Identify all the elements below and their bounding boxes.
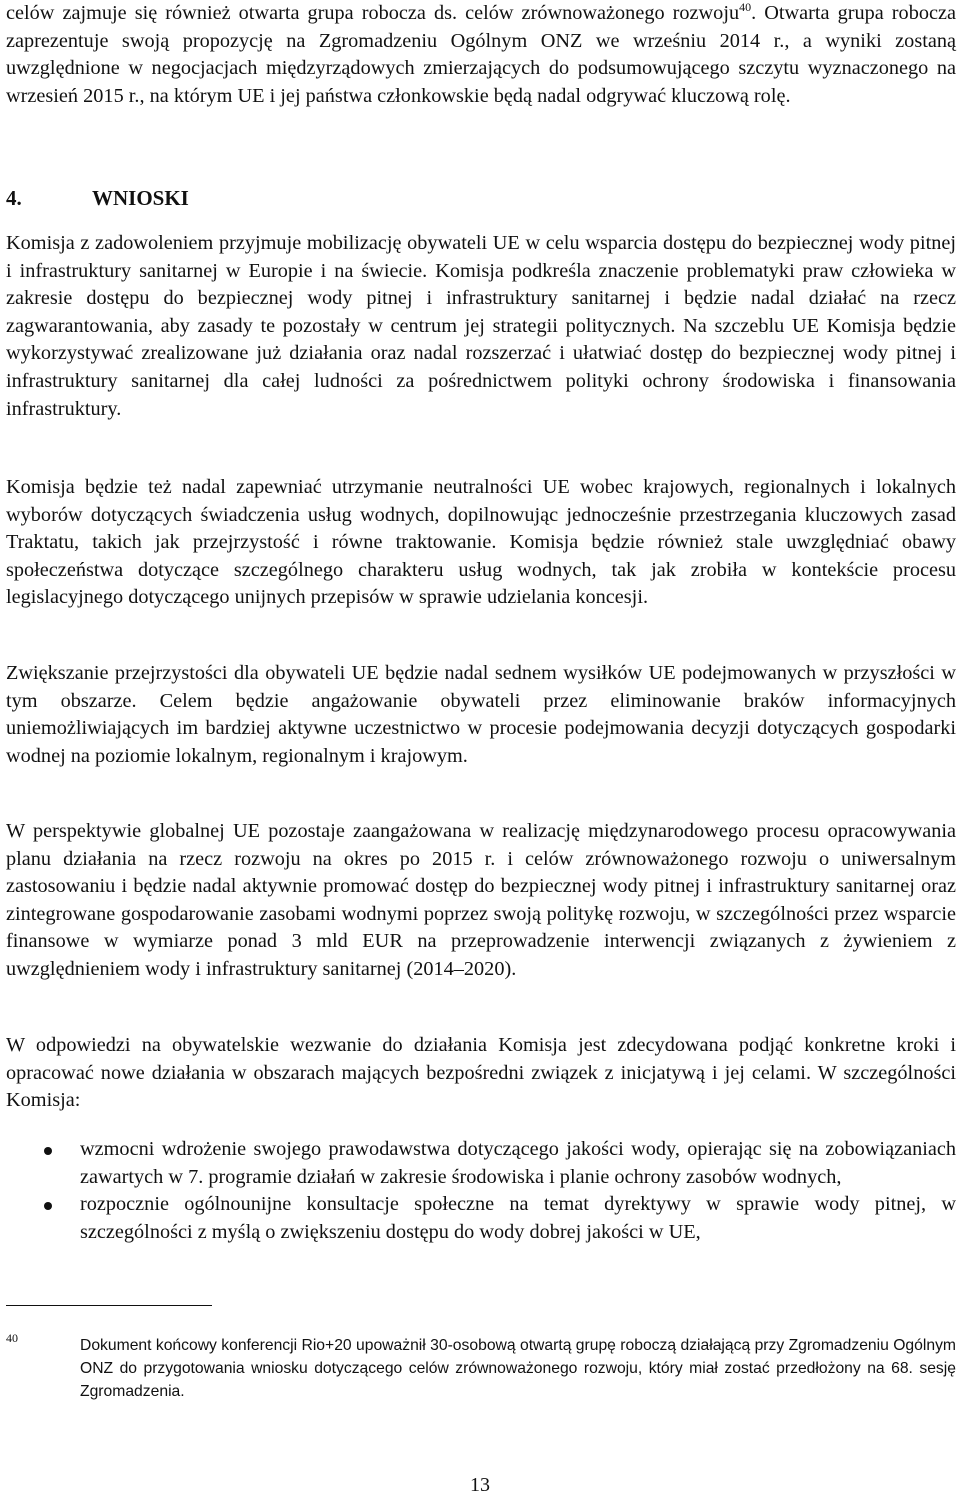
paragraph-1: Komisja z zadowoleniem przyjmuje mobilizację obywateli UE w celu wsparcia dostępu do bezpiecznej wody pitnej i infrastruktury sanitarnej w Europie i na świecie. Komisja podkreśla znaczenie problematyki praw człowieka w zakresie dostępu do bezpiecznej wody pitnej i infrastruktury sanitarnej i będzie nadal działać na rzecz zagwarantowania, aby zasady te pozostały w centrum jej strategii politycznych. Na szczeblu UE Komisja będzie wykorzystywać zrealizowane już działania oraz nadal rozszerzać i ułatwiać dostęp do bezpiecznej wody pitnej i infrastruktury sanitarnej dla całej ludności za pośrednictwem polityki ochrony środowiska i finansowania infrastruktury.	[6, 232, 956, 420]
paragraph-2: Komisja będzie też nadal zapewniać utrzymanie neutralności UE wobec krajowych, regionalnych i lokalnych wyborów dotyczących świadczenia usług wodnych, dopilnowując jednocześnie przestrzegania kluczowych zasad Traktatu, takich jak przejrzystość i równe traktowanie. Komisja będzie również stale uwzględniać obawy społeczeństwa dotyczące szczególnego charakteru usług wodnych, tak jak zrobiła w kontekście procesu legislacyjnego dotyczącego unijnych przepisów w sprawie udzielania koncesji.	[6, 476, 956, 609]
paragraph-5: W odpowiedzi na obywatelskie wezwanie do działania Komisja jest zdecydowana podjąć konkretne kroki i opracować nowe działania w obszarach mających bezpośredni związek z inicjatywą i jej celami. W szczególności Komisja:	[6, 1034, 956, 1112]
bullet-icon	[44, 1202, 52, 1210]
list-item	[0, 1136, 956, 1191]
section-number: 4.	[6, 186, 22, 210]
section-heading	[6, 186, 189, 211]
footnote-reference: 40	[739, 0, 752, 15]
intro-text-a: celów zajmuje się również otwarta grupa robocza ds. celów zrównoważonego rozwoju	[6, 2, 740, 24]
intro-paragraph	[6, 0, 956, 110]
section-title: WNIOSKI	[92, 186, 189, 210]
list-item	[0, 1191, 956, 1246]
bullet-list	[0, 1136, 960, 1246]
bullet-icon	[44, 1147, 52, 1155]
footnote-divider	[6, 1305, 212, 1306]
paragraph-3: Zwiększanie przejrzystości dla obywateli UE będzie nadal sednem wysiłków UE podejmowanych w przyszłości w tym obszarze. Celem będzie angażowanie obywateli przez eliminowanie braków informacyjnych uniemożliwiających im bardziej aktywne uczestnictwo w procesie podejmowania decyzji dotyczących gospodarki wodnej na poziomie lokalnym, regionalnym i krajowym.	[6, 662, 956, 767]
paragraph-4: W perspektywie globalnej UE pozostaje zaangażowana w realizację międzynarodowego procesu opracowywania planu działania na rzecz rozwoju na okres po 2015 r. i celów zrównoważonego rozwoju o uniwersalnym zastosowaniu i będzie nadal aktywnie promować dostęp do bezpiecznej wody pitnej i infrastruktury sanitarnej oraz zintegrowane gospodarowanie zasobami wodnymi poprzez swoją politykę rozwoju, w szczególności przez wsparcie finansowe w wymiarze ponad 3 mld EUR na przeprowadzenie interwencji związanych z żywieniem z uwzględnieniem wody i infrastruktury sanitarnej (2014–2020).	[6, 820, 956, 980]
footnote-number: 40	[6, 1331, 18, 1345]
intro-text-b: . Otwarta grupa robocza zaprezentuje swoją propozycję na Zgromadzeniu Ogólnym ONZ we wrześniu 2014 r., a wyniki zostaną uwzględnione w negocjacjach międzyrządowych zmierzających do podsumowującego szczytu wyznaczonego na wrzesień 2015 r., na którym UE i jej państwa członkowskie będą nadal odgrywać kluczową rolę.	[6, 2, 956, 107]
page-number: 13	[470, 1474, 490, 1496]
bullet-text: rozpocznie ogólnounijne konsultacje społeczne na temat dyrektywy w sprawie wody pitnej, w szczególności z myślą o zwiększeniu dostępu do wody dobrej jakości w UE,	[80, 1193, 956, 1243]
footnote-text: Dokument końcowy konferencji Rio+20 upoważnił 30-osobową otwartą grupę roboczą działającą przy Zgromadzeniu Ogólnym ONZ do przygotowania wniosku dotyczącego celów zrównoważonego rozwoju, który miał zostać przedłożony na 68. sesję Zgromadzenia.	[80, 1337, 956, 1400]
bullet-text: wzmocni wdrożenie swojego prawodawstwa dotyczącego jakości wody, opierając się na zobowiązaniach zawartych w 7. programie działań w zakresie środowiska i planie ochrony zasobów wodnych,	[80, 1138, 956, 1188]
